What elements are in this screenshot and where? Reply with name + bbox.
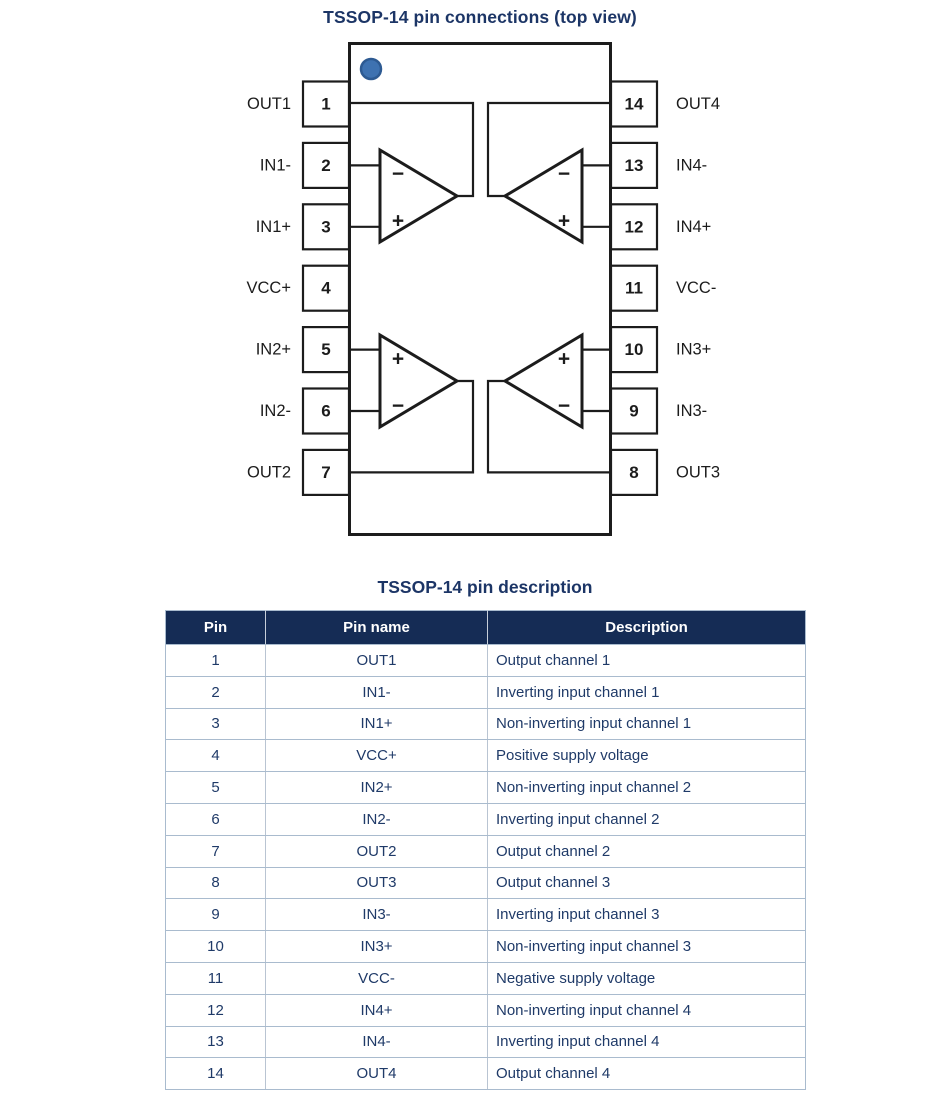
pin-label-OUT3: OUT3 bbox=[676, 463, 721, 482]
pin-3 bbox=[256, 204, 349, 249]
pin-label-VCC+: VCC+ bbox=[246, 279, 291, 298]
pin-description-section bbox=[165, 576, 805, 1090]
description-cell: Inverting input channel 3 bbox=[488, 899, 806, 931]
pin-number-13: 13 bbox=[624, 155, 644, 175]
pin-label-IN3-: IN3- bbox=[676, 402, 708, 420]
pin-label-VCC-: VCC- bbox=[676, 279, 717, 298]
pin-8 bbox=[611, 450, 720, 495]
diagram-title: TSSOP-14 pin connections (top view) bbox=[323, 7, 637, 27]
description-cell: Output channel 3 bbox=[488, 867, 806, 899]
description-cell: Non-inverting input channel 3 bbox=[488, 931, 806, 963]
pin-name-cell: IN2+ bbox=[266, 772, 488, 804]
description-cell: Inverting input channel 2 bbox=[488, 803, 806, 835]
pin-number-11: 11 bbox=[625, 278, 643, 298]
table-header bbox=[166, 611, 806, 645]
pin-description-table bbox=[165, 610, 806, 1090]
pin-cell: 12 bbox=[166, 994, 266, 1026]
pin-name-cell: IN2- bbox=[266, 803, 488, 835]
opamp-ch1-minus-sign: − bbox=[391, 162, 405, 186]
pin-number-8: 8 bbox=[629, 462, 639, 482]
pin-4 bbox=[247, 266, 349, 311]
description-cell: Output channel 4 bbox=[488, 1058, 806, 1090]
description-cell: Positive supply voltage bbox=[488, 740, 806, 772]
pin-cell: 13 bbox=[166, 1026, 266, 1058]
pin-name-cell: OUT4 bbox=[266, 1058, 488, 1090]
table-row bbox=[166, 931, 806, 963]
pin-1 bbox=[247, 82, 349, 127]
description-cell: Non-inverting input channel 1 bbox=[488, 708, 806, 740]
pin-cell: 1 bbox=[166, 645, 266, 677]
pin-label-OUT2: OUT2 bbox=[246, 463, 291, 482]
pin1-marker-dot bbox=[361, 59, 381, 79]
description-cell: Non-inverting input channel 4 bbox=[488, 994, 806, 1026]
pin-number-2: 2 bbox=[321, 155, 331, 175]
table-row bbox=[166, 708, 806, 740]
pin-label-IN4+: IN4+ bbox=[676, 217, 712, 236]
description-cell: Negative supply voltage bbox=[488, 962, 806, 994]
pin-cell: 5 bbox=[166, 772, 266, 804]
col-header-pin: Pin bbox=[166, 611, 266, 645]
pin-name-cell: VCC- bbox=[266, 962, 488, 994]
pin-name-cell: OUT1 bbox=[266, 645, 488, 677]
table-row bbox=[166, 740, 806, 772]
pin-cell: 3 bbox=[166, 708, 266, 740]
description-cell: Non-inverting input channel 2 bbox=[488, 772, 806, 804]
pin-cell: 10 bbox=[166, 931, 266, 963]
pin-number-10: 10 bbox=[624, 340, 644, 360]
table-row bbox=[166, 962, 806, 994]
table-row bbox=[166, 835, 806, 867]
pin-number-12: 12 bbox=[624, 217, 644, 237]
description-cell: Inverting input channel 4 bbox=[488, 1026, 806, 1058]
pin-number-3: 3 bbox=[321, 217, 331, 237]
table-row bbox=[166, 645, 806, 677]
pin-name-cell: IN4- bbox=[266, 1026, 488, 1058]
pin-cell: 11 bbox=[166, 962, 266, 994]
pin-9 bbox=[611, 389, 707, 434]
pin-name-cell: VCC+ bbox=[266, 740, 488, 772]
pin-name-cell: OUT2 bbox=[266, 835, 488, 867]
description-cell: Inverting input channel 1 bbox=[488, 676, 806, 708]
table-body bbox=[166, 645, 806, 1090]
pin-cell: 14 bbox=[166, 1058, 266, 1090]
pin-12 bbox=[611, 204, 711, 249]
opamp-ch4-plus-sign: + bbox=[557, 209, 571, 233]
pin-name-cell: IN1+ bbox=[266, 708, 488, 740]
pin-number-5: 5 bbox=[321, 340, 331, 360]
col-header-description: Description bbox=[488, 611, 806, 645]
pin-number-4: 4 bbox=[321, 278, 331, 298]
pin-name-cell: IN1- bbox=[266, 676, 488, 708]
pin-cell: 6 bbox=[166, 803, 266, 835]
pin-11 bbox=[611, 266, 716, 311]
pin-name-cell: IN3+ bbox=[266, 931, 488, 963]
pin-name-cell: IN4+ bbox=[266, 994, 488, 1026]
pin-number-14: 14 bbox=[624, 94, 644, 114]
pin-5 bbox=[256, 327, 349, 372]
chip-body bbox=[350, 44, 611, 535]
pin-label-IN4-: IN4- bbox=[676, 156, 708, 175]
pin-number-6: 6 bbox=[321, 401, 331, 421]
pin-14 bbox=[611, 82, 720, 127]
pin-label-IN2-: IN2- bbox=[259, 402, 291, 420]
pin-number-1: 1 bbox=[321, 94, 331, 114]
opamp-ch4-minus-sign: − bbox=[557, 162, 571, 186]
pin-label-IN3+: IN3+ bbox=[676, 340, 712, 359]
table-row bbox=[166, 676, 806, 708]
pin-cell: 2 bbox=[166, 676, 266, 708]
table-row bbox=[166, 867, 806, 899]
table-row bbox=[166, 1058, 806, 1090]
table-row bbox=[166, 899, 806, 931]
pin-number-9: 9 bbox=[629, 401, 639, 421]
pin-label-IN1+: IN1+ bbox=[255, 217, 291, 236]
opamp-ch3-plus-sign: + bbox=[557, 347, 571, 371]
pin-7 bbox=[247, 450, 349, 495]
table-row bbox=[166, 803, 806, 835]
table-row bbox=[166, 772, 806, 804]
pin-13 bbox=[611, 143, 707, 188]
table-row bbox=[166, 1026, 806, 1058]
pin-name-cell: IN3- bbox=[266, 899, 488, 931]
pin-name-cell: OUT3 bbox=[266, 867, 488, 899]
table-title: TSSOP-14 pin description bbox=[377, 577, 593, 597]
pin-10 bbox=[611, 327, 711, 372]
pin-6 bbox=[260, 389, 349, 434]
pin-label-IN1-: IN1- bbox=[259, 156, 291, 175]
pin-2 bbox=[260, 143, 349, 188]
opamp-ch2-plus-sign: + bbox=[391, 347, 405, 371]
opamp-ch1-plus-sign: + bbox=[391, 209, 405, 233]
description-cell: Output channel 2 bbox=[488, 835, 806, 867]
pin-cell: 9 bbox=[166, 899, 266, 931]
pin-label-OUT4: OUT4 bbox=[676, 95, 721, 113]
table-row bbox=[166, 994, 806, 1026]
col-header-pin-name: Pin name bbox=[266, 611, 488, 645]
pin-cell: 7 bbox=[166, 835, 266, 867]
pin-cell: 4 bbox=[166, 740, 266, 772]
pin-cell: 8 bbox=[166, 867, 266, 899]
pin-label-IN2+: IN2+ bbox=[255, 340, 291, 359]
pin-number-7: 7 bbox=[321, 462, 331, 482]
opamp-ch2-minus-sign: − bbox=[391, 394, 405, 418]
opamp-ch3-minus-sign: − bbox=[557, 394, 571, 418]
pin-label-OUT1: OUT1 bbox=[246, 95, 291, 113]
description-cell: Output channel 1 bbox=[488, 645, 806, 677]
